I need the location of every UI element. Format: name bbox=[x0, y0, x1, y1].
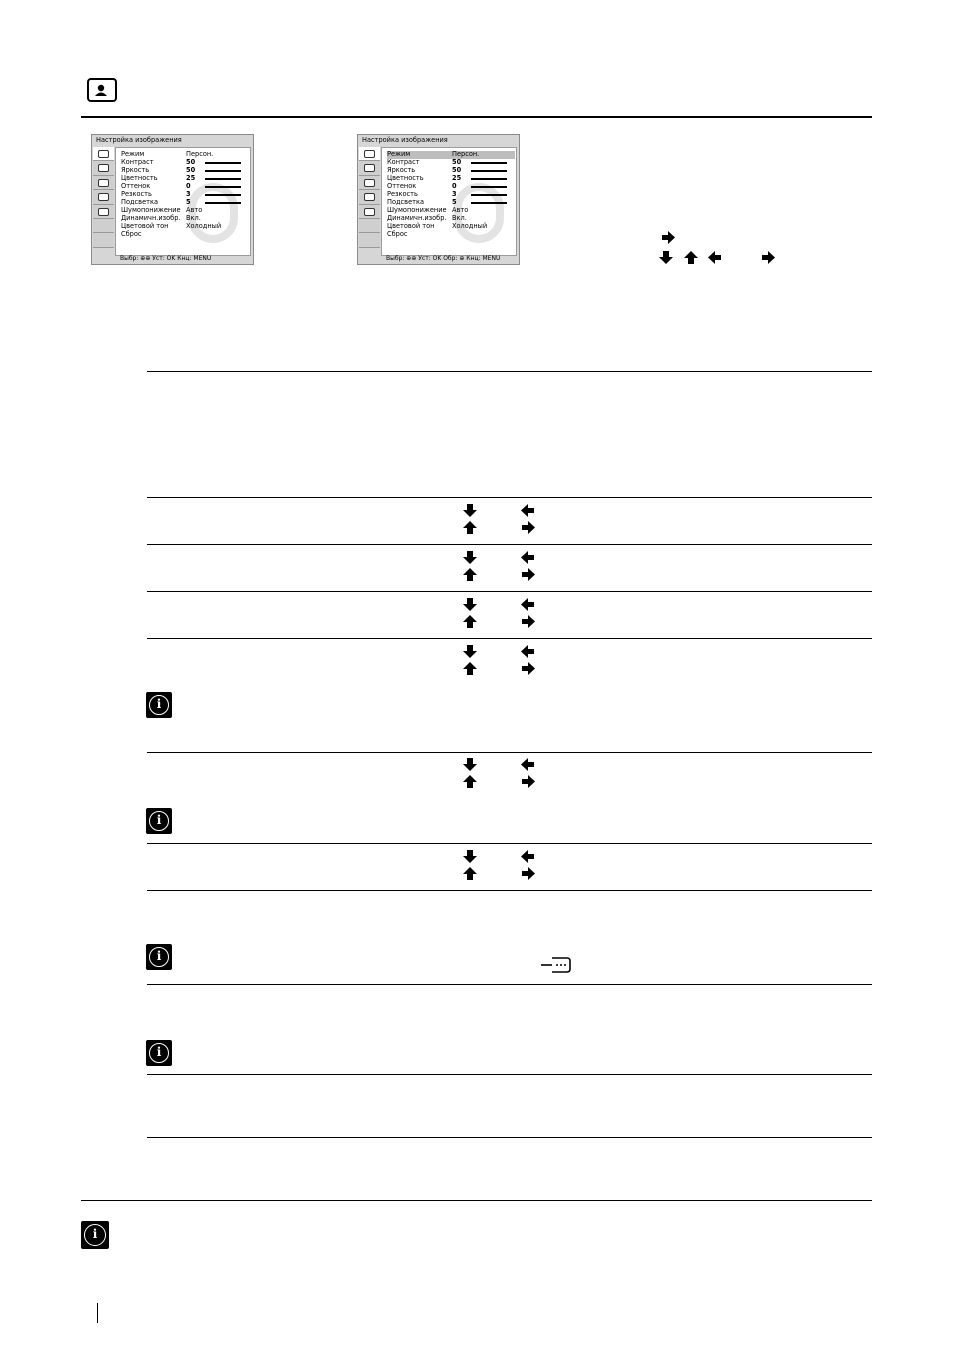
arrow-right-icon bbox=[761, 251, 775, 264]
av-input-icon bbox=[540, 955, 572, 975]
arrow-left-icon bbox=[521, 850, 535, 863]
arrow-up-icon bbox=[463, 867, 477, 880]
sound-menu-icon bbox=[364, 164, 375, 172]
arrow-up-icon bbox=[463, 521, 477, 534]
table-rule bbox=[147, 371, 872, 372]
arrow-left-icon bbox=[521, 645, 535, 658]
arrow-down-icon bbox=[463, 504, 477, 517]
osd-footer: Выбр: ⊕⊕ Уст: OK Обр: ⊕ Кнц: MENU bbox=[386, 255, 501, 262]
arrow-left-icon bbox=[521, 551, 535, 564]
osd-screen-right bbox=[357, 134, 520, 265]
header-rule bbox=[81, 116, 872, 118]
table-rule bbox=[147, 752, 872, 753]
osd-panel: Режим Персон. Контраст 50 Яркость 50 Цветность 25 Оттенок 0 Резкость 3 Подсветка 5 Шумопонижение Авто Динамичн.изобр. Вкл. Цветовой тон Холодный Сброс bbox=[115, 147, 251, 256]
arrow-right-icon bbox=[521, 662, 535, 675]
info-icon: i bbox=[146, 1040, 172, 1066]
arrow-right-icon bbox=[521, 521, 535, 534]
arrow-down-icon bbox=[463, 598, 477, 611]
table-rule bbox=[147, 1074, 872, 1075]
setup-menu-icon bbox=[364, 193, 375, 201]
table-rule bbox=[147, 890, 872, 891]
info-icon: i bbox=[81, 1221, 109, 1249]
info-icon: i bbox=[146, 944, 172, 970]
picture-menu-icon bbox=[98, 150, 109, 158]
arrow-left-icon bbox=[708, 251, 722, 264]
arrow-left-icon bbox=[521, 504, 535, 517]
table-rule bbox=[147, 497, 872, 498]
osd-sidebar bbox=[93, 147, 114, 256]
setup-menu-icon bbox=[98, 193, 109, 201]
arrow-up-icon bbox=[684, 251, 698, 264]
picture-menu-icon bbox=[364, 150, 375, 158]
table-rule bbox=[147, 638, 872, 639]
osd-footer: Выбр: ⊕⊕ Уст: OK Кнц: MENU bbox=[120, 255, 212, 262]
sound-menu-icon bbox=[98, 164, 109, 172]
arrow-up-icon bbox=[463, 775, 477, 788]
table-rule bbox=[147, 591, 872, 592]
arrow-down-icon bbox=[463, 551, 477, 564]
page-number-rule bbox=[97, 1303, 98, 1323]
arrow-down-icon bbox=[463, 645, 477, 658]
table-rule bbox=[147, 1137, 872, 1138]
info-icon: i bbox=[146, 692, 172, 718]
arrow-up-icon bbox=[463, 662, 477, 675]
osd-panel: Режим Персон. Контраст 50 Яркость 50 Цветность 25 Оттенок 0 Резкость 3 Подсветка 5 Шумопонижение Авто Динамичн.изобр. Вкл. Цветовой тон Холодный Сброс bbox=[381, 147, 517, 256]
arrow-up-icon bbox=[463, 568, 477, 581]
osd-title: Настройка изображения bbox=[96, 136, 182, 144]
arrow-down-icon bbox=[659, 251, 673, 264]
info-icon: i bbox=[146, 808, 172, 834]
arrow-right-icon bbox=[521, 867, 535, 880]
arrow-right-icon bbox=[521, 775, 535, 788]
osd-title: Настройка изображения bbox=[362, 136, 448, 144]
arrow-down-icon bbox=[463, 850, 477, 863]
pc-menu-icon bbox=[98, 208, 109, 216]
table-rule bbox=[147, 843, 872, 844]
arrow-up-icon bbox=[463, 615, 477, 628]
osd-screen-left bbox=[91, 134, 254, 265]
arrow-left-icon bbox=[521, 758, 535, 771]
arrow-down-icon bbox=[463, 758, 477, 771]
table-rule bbox=[147, 984, 872, 985]
timer-menu-icon bbox=[364, 179, 375, 187]
table-rule bbox=[147, 544, 872, 545]
footer-rule bbox=[81, 1200, 872, 1201]
arrow-right-icon bbox=[521, 568, 535, 581]
arrow-right-icon bbox=[661, 231, 675, 244]
pc-menu-icon bbox=[364, 208, 375, 216]
picture-menu-icon bbox=[87, 78, 117, 102]
osd-sidebar bbox=[359, 147, 380, 256]
arrow-left-icon bbox=[521, 598, 535, 611]
timer-menu-icon bbox=[98, 179, 109, 187]
arrow-right-icon bbox=[521, 615, 535, 628]
